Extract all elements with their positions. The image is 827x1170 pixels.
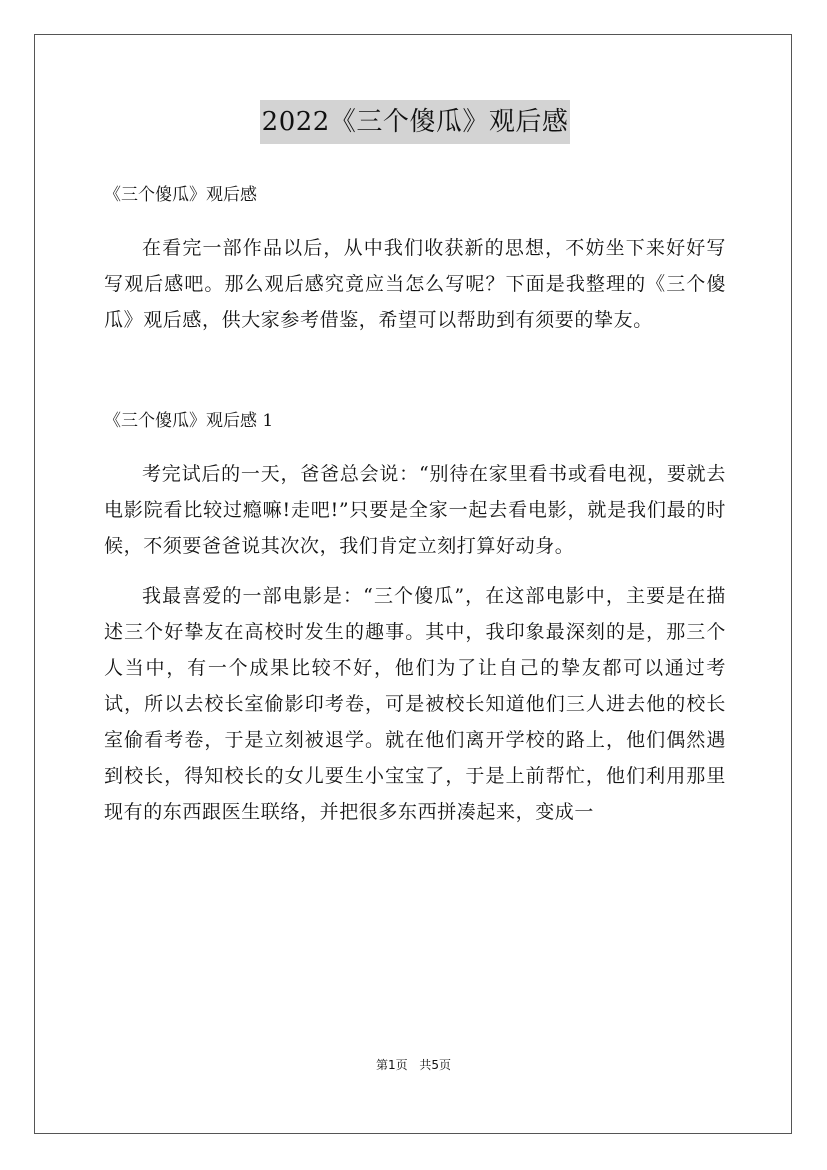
page-footer — [0, 1056, 827, 1073]
section1-paragraph-1: 考完试后的一天，爸爸总会说：“别待在家里看书或看电视，要就去电影院看比较过瘾嘛!走吧!”只要是全家一起去看电影，就是我们最的时候，不须要爸爸说其次次，我们肯定立刻打算好动身。 — [104, 463, 726, 557]
page-number-total: 共5页 — [419, 1058, 452, 1072]
intro-paragraph: 在看完一部作品以后，从中我们收获新的思想，不妨坐下来好好写写观后感吧。那么观后感究竟应当怎么写呢？下面是我整理的《三个傻瓜》观后感，供大家参考借鉴，希望可以帮助到有须要的挚友。 — [104, 237, 726, 331]
section1-paragraph-2: 我最喜爱的一部电影是：“三个傻瓜”，在这部电影中，主要是在描述三个好挚友在高校时发生的趣事。其中，我印象最深刻的是，那三个人当中，有一个成果比较不好，他们为了让自己的挚友都可以通过考试，所以去校长室偷影印考卷，可是被校长知道他们三人进去他的校长室偷看考卷，于是立刻被退学。就在他们离开学校的路上，他们偶然遇到校长，得知校长的女儿要生小宝宝了，于是上前帮忙，他们利用那里现有的东西跟医生联络，并把很多东西拼凑起来，变成一 — [104, 585, 726, 823]
page-title: 2022《三个傻瓜》观后感 — [260, 100, 571, 144]
section-spacer — [104, 352, 726, 406]
page-number-current: 第1页 — [375, 1058, 408, 1072]
title-wrap — [104, 100, 726, 144]
intro-heading: 《三个傻瓜》观后感 — [104, 185, 257, 205]
document-body — [104, 100, 726, 844]
section1-heading: 《三个傻瓜》观后感 1 — [104, 411, 274, 431]
